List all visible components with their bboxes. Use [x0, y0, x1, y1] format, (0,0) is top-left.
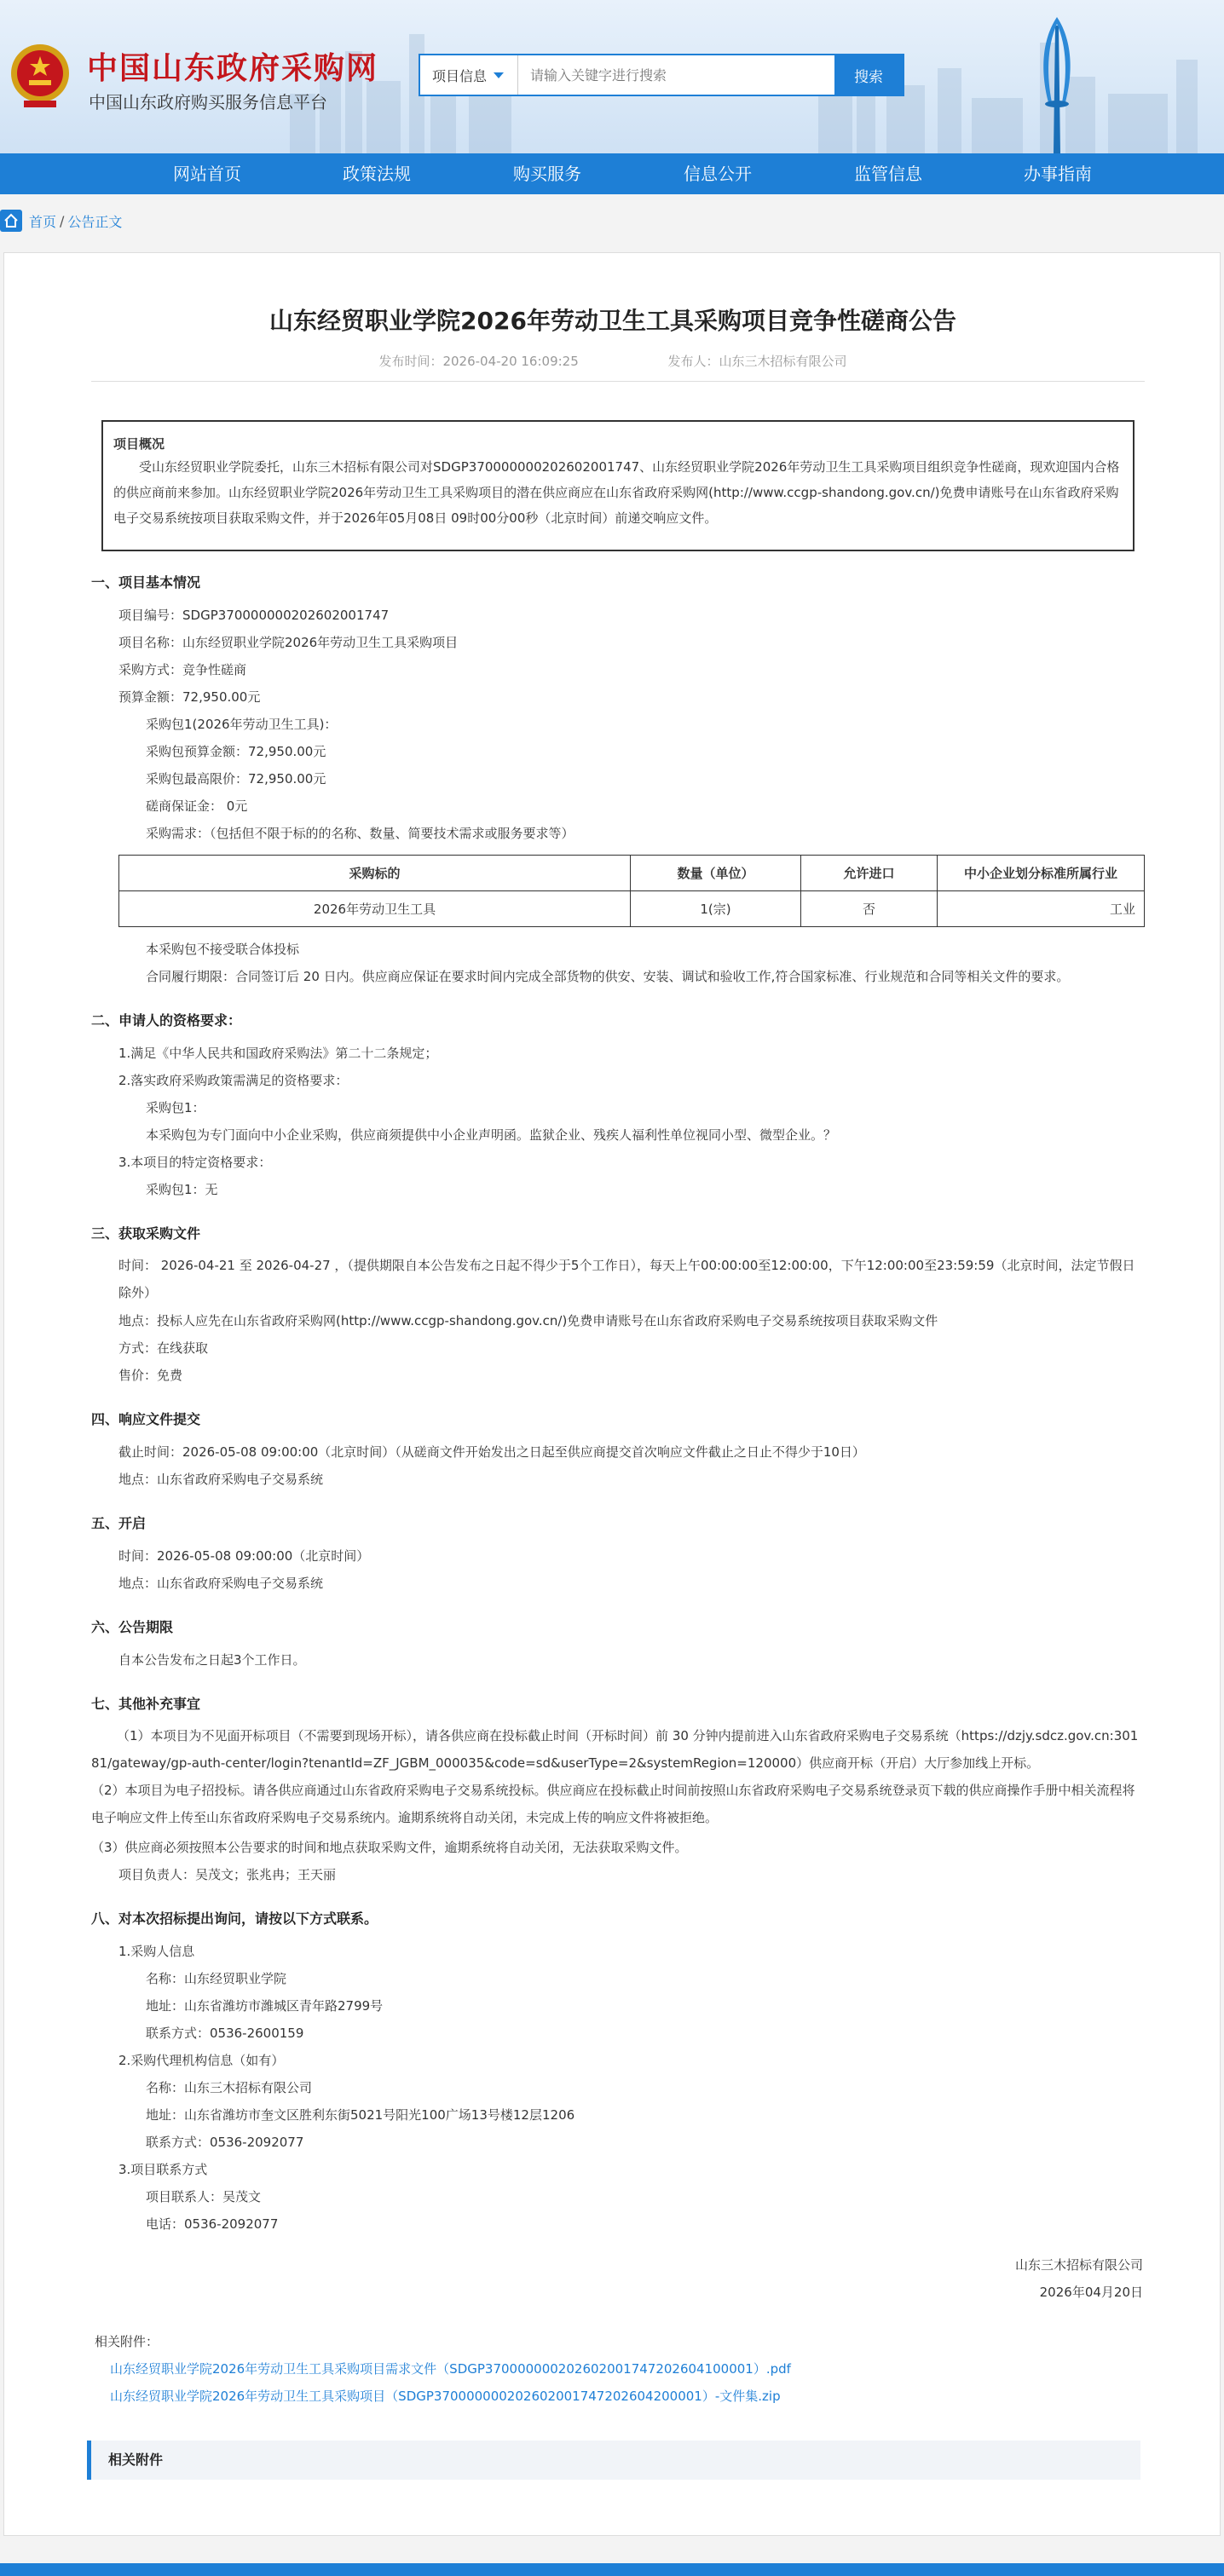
- attachment-link-zip[interactable]: 山东经贸职业学院2026年劳动卫生工具采购项目（SDGP370000000202602001747202604200001）-文件集.zip: [110, 2389, 781, 2404]
- breadcrumb-home-link[interactable]: 首页: [29, 213, 57, 230]
- nav-item-info-public[interactable]: 信息公开: [684, 164, 752, 184]
- nav-item-supervision[interactable]: 监管信息: [854, 164, 922, 184]
- signature-company: 山东三木招标有限公司: [1014, 2257, 1143, 2273]
- table-header: 允许进口: [801, 856, 938, 891]
- search-input[interactable]: [518, 55, 834, 95]
- obtain-time: 时间： 2026-04-21 至 2026-04-27 ，（提供期限自本公告发布之日起不得少于5个工作日），每天上午00:00:00至12:00:00，下午12:00:00至23:59:59（北京时间，法定节假日除外）: [118, 1258, 1135, 1300]
- project-leaders: 项目负责人：吴茂文；张兆冉；王天丽: [118, 1867, 337, 1882]
- attachments-label: 相关附件：: [95, 2334, 159, 2349]
- obtain-price: 售价：免费: [118, 1368, 183, 1383]
- site-title[interactable]: 中国山东政府采购网: [87, 51, 379, 86]
- nav-item-purchase-service[interactable]: 购买服务: [513, 164, 581, 184]
- deposit: 磋商保证金： 0元: [146, 798, 248, 814]
- search-bar: [419, 54, 904, 96]
- agent-info-title: 2.采购代理机构信息（如有）: [118, 2053, 285, 2068]
- announcement-period: 自本公告发布之日起3个工作日。: [118, 1652, 306, 1668]
- article-title: 山东经贸职业学院2026年劳动卫生工具采购项目竞争性磋商公告: [269, 307, 956, 335]
- qualification-sme: 本采购包为专门面向中小企业采购，供应商须提供中小企业声明函。监狱企业、残疾人福利性单位视同小型、微型企业。？: [146, 1127, 837, 1143]
- nav-item-policy[interactable]: 政策法规: [343, 164, 411, 184]
- table-cell: 1(宗): [631, 891, 801, 927]
- purchaser-phone: 联系方式：0536-2600159: [146, 2026, 304, 2041]
- section-heading-contact: 八、对本次招标提出询问，请按以下方式联系。: [91, 1910, 378, 1927]
- footer-bar: [0, 2563, 1224, 2576]
- purchaser-info-title: 1.采购人信息: [118, 1944, 195, 1959]
- table-cell: 2026年劳动卫生工具: [119, 891, 631, 927]
- obtain-method: 方式：在线获取: [118, 1340, 209, 1356]
- submission-place: 地点：山东省政府采购电子交易系统: [118, 1472, 324, 1487]
- purchase-method: 采购方式：竞争性磋商: [118, 662, 247, 677]
- package-title: 采购包1(2026年劳动卫生工具)：: [146, 717, 338, 732]
- project-contact-phone: 电话：0536-2092077: [146, 2216, 279, 2232]
- project-overview-box: [101, 420, 1135, 551]
- project-contact-title: 3.项目联系方式: [118, 2162, 208, 2177]
- requirements-intro: 采购需求：（包括但不限于标的的名称、数量、简要技术需求或服务要求等）: [146, 826, 574, 841]
- table-header: 采购标的: [119, 856, 631, 891]
- qualification-3: 3.本项目的特定资格要求：: [118, 1155, 272, 1170]
- qualification-2: 2.落实政府采购政策需满足的资格要求：: [118, 1073, 349, 1088]
- section-heading-submission: 四、响应文件提交: [91, 1411, 201, 1427]
- opening-time: 时间：2026-05-08 09:00:00（北京时间）: [118, 1548, 370, 1564]
- title-divider: [91, 381, 1145, 382]
- overview-title: 项目概况: [113, 436, 165, 452]
- related-attachments-bar: 相关附件: [87, 2441, 1140, 2480]
- other-matter-2: （2）本项目为电子招投标。请各供应商通过山东省政府采购电子交易系统投标。供应商应在投标截止时间前按照山东省政府采购电子交易系统登录页下载的供应商操作手册中相关流程将电子响应文件上传至山东省政府采购电子交易系统内。逾期系统将自动关闭，未完成上传的响应文件将被拒绝。: [91, 1783, 1135, 1825]
- section-heading-period: 六、公告期限: [91, 1619, 174, 1635]
- breadcrumb: [0, 208, 122, 233]
- overview-text: 受山东经贸职业学院委托，山东三木招标有限公司对SDGP370000000202602001747、山东经贸职业学院2026年劳动卫生工具采购项目组织竞争性磋商，现欢迎国内合格的供应商前来参加。山东经贸职业学院2026年劳动卫生工具采购项目的潜在供应商应在山东省政府采购网(http://www.ccgp-shandong.gov.cn/)免费申请账号在山东省政府采购电子交易系统按项目获取采购文件，并于2026年05月08日 09时00分00秒（北京时间）前递交响应文件。: [113, 459, 1120, 526]
- site-subtitle: 中国山东政府购买服务信息平台: [89, 92, 327, 112]
- contract-period: 合同履行期限：合同签订后 20 日内。供应商应保证在要求时间内完成全部货物的供安、安装、调试和验收工作,符合国家标准、行业规范和合同等相关文件的要求。: [146, 969, 1070, 984]
- other-matter-3: （3）供应商必须按照本公告要求的时间和地点获取采购文件，逾期系统将自动关闭，无法获取采购文件。: [91, 1840, 688, 1855]
- home-icon[interactable]: [0, 210, 22, 232]
- other-matter-1: （1）本项目为不见面开标项目（不需要到现场开标），请各供应商在投标截止时间（开标时间）前 30 分钟内提前进入山东省政府采购电子交易系统（https://dzjy.sdcz.gov.cn:30181/gateway/gp-auth-center/login?tenantId=ZF_JGBM_000035&code=sd&userType=2&systemRegion=120000）供应商开标（开启）大厅参加线上开标。: [91, 1728, 1139, 1771]
- nav-item-guide[interactable]: 办事指南: [1024, 164, 1092, 184]
- nav-item-home[interactable]: 网站首页: [173, 164, 241, 184]
- no-consortium-note: 本采购包不接受联合体投标: [146, 942, 300, 957]
- purchaser-name: 名称：山东经贸职业学院: [146, 1971, 287, 1986]
- section-heading-qualification: 二、申请人的资格要求：: [91, 1012, 242, 1029]
- section-heading-opening: 五、开启: [91, 1515, 147, 1531]
- main-nav: [0, 153, 1224, 194]
- agent-phone: 联系方式：0536-2092077: [146, 2135, 304, 2150]
- attachment-link-pdf[interactable]: 山东经贸职业学院2026年劳动卫生工具采购项目需求文件（SDGP370000000202602001747202604100001）.pdf: [110, 2361, 791, 2377]
- qualification-package: 采购包1：: [146, 1100, 205, 1115]
- site-header: [0, 0, 1224, 153]
- national-emblem-logo: [9, 41, 72, 109]
- search-category-select[interactable]: [420, 55, 518, 95]
- table-header: 数量（单位）: [631, 856, 801, 891]
- section-heading-basic-info: 一、项目基本情况: [91, 574, 201, 591]
- article-container: [3, 252, 1221, 2536]
- project-contact-person: 项目联系人：吴茂文: [146, 2189, 262, 2204]
- obtain-place: 地点：投标人应先在山东省政府采购网(http://www.ccgp-shandong.gov.cn/)免费申请账号在山东省政府采购电子交易系统按项目获取采购文件: [118, 1313, 938, 1328]
- publish-time: 发布时间：2026-04-20 16:09:25: [378, 354, 579, 369]
- budget-amount: 预算金额：72,950.00元: [118, 689, 261, 705]
- qualification-specific: 采购包1：无: [146, 1182, 218, 1197]
- purchaser-address: 地址：山东省潍坊市潍城区青年路2799号: [146, 1998, 384, 2014]
- table-row: [119, 891, 1145, 927]
- chevron-down-icon: [494, 72, 504, 78]
- qualification-1: 1.满足《中华人民共和国政府采购法》第二十二条规定；: [118, 1046, 438, 1061]
- package-budget: 采购包预算金额：72,950.00元: [146, 744, 326, 759]
- breadcrumb-separator: /: [60, 212, 65, 229]
- package-max-price: 采购包最高限价：72,950.00元: [146, 771, 326, 787]
- table-cell: 工业: [938, 891, 1145, 927]
- table-header-row: [119, 856, 1145, 891]
- section-heading-other-matters: 七、其他补充事宜: [91, 1696, 201, 1712]
- publisher: 发布人：山东三木招标有限公司: [667, 354, 847, 369]
- landmark-tower-decoration: [1023, 9, 1091, 153]
- table-cell: 否: [801, 891, 938, 927]
- opening-place: 地点：山东省政府采购电子交易系统: [118, 1576, 324, 1591]
- purchase-items-table: [118, 855, 1145, 927]
- table-header: 中小企业划分标准所属行业: [938, 856, 1145, 891]
- search-category-label: 项目信息: [432, 67, 488, 84]
- agent-name: 名称：山东三木招标有限公司: [146, 2080, 313, 2095]
- project-number: 项目编号：SDGP370000000202602001747: [118, 608, 390, 623]
- breadcrumb-current-link[interactable]: 公告正文: [67, 213, 123, 230]
- article-meta: [4, 352, 1221, 370]
- signature-date: 2026年04月20日: [1039, 2285, 1143, 2300]
- agent-address: 地址：山东省潍坊市奎文区胜利东街5021号阳光100广场13号楼12层1206: [146, 2107, 575, 2123]
- search-button[interactable]: 搜索: [834, 55, 903, 95]
- section-heading-obtain-docs: 三、获取采购文件: [91, 1225, 201, 1242]
- project-name: 项目名称：山东经贸职业学院2026年劳动卫生工具采购项目: [118, 635, 459, 650]
- submission-deadline: 截止时间：2026-05-08 09:00:00（北京时间）（从磋商文件开始发出之日起至供应商提交首次响应文件截止之日止不得少于10日）: [118, 1444, 865, 1460]
